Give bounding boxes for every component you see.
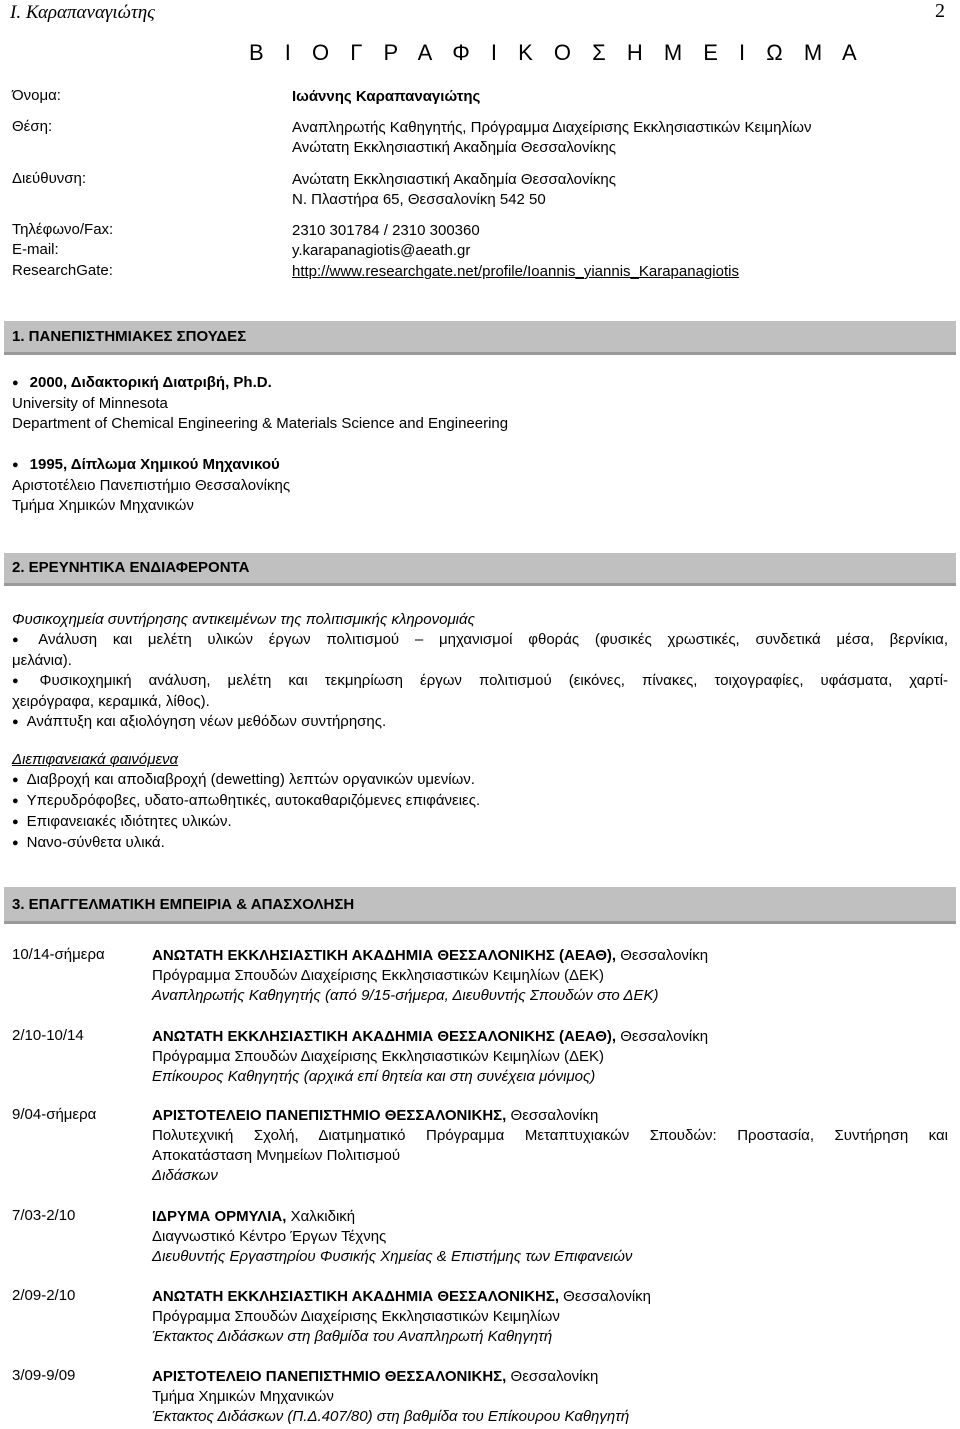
research-topic-heading: Φυσικοχημεία συντήρησης αντικειμένων της πολιτισμικής κληρονομιάς xyxy=(12,611,475,628)
job-role: Διδάσκων xyxy=(152,1167,218,1184)
job-department: Πολυτεχνική Σχολή, Διατμηματικό Πρόγραμμα Μεταπτυχιακών Σπουδών: Προστασία, Συντήρηση και xyxy=(152,1127,948,1144)
research-item: Υπερυδρόφοβες, υδατο-απωθητικές, αυτοκαθαριζόμενες επιφάνειες. xyxy=(26,792,481,809)
section-experience-header xyxy=(4,887,956,924)
section-education-title: 1. ΠΑΝΕΠΙΣΤΗΜΙΑΚΕΣ ΣΠΟΥΔΕΣ xyxy=(12,328,247,345)
bullet-icon: ● xyxy=(12,716,19,728)
address-line1: Ανώτατη Εκκλησιαστική Ακαδημία Θεσσαλονίκης xyxy=(292,171,616,188)
name-value: Ιωάννης Καραπαναγιώτης xyxy=(292,88,481,105)
address-label: Διεύθυνση: xyxy=(12,170,87,187)
education-entry xyxy=(12,455,948,516)
job-date: 2/10-10/14 xyxy=(12,1027,84,1044)
bullet-icon: ● xyxy=(12,774,19,786)
job-city: Θεσσαλονίκη xyxy=(506,1107,599,1124)
job-organization: ΑΝΩΤΑΤΗ ΕΚΚΛΗΣΙΑΣΤΙΚΗ ΑΚΑΔΗΜΙΑ ΘΕΣΣΑΛΟΝΙΚΗΣ (ΑΕΑΘ), xyxy=(152,947,617,964)
research-item-cont: μελάνια). xyxy=(12,652,72,669)
job-role: Επίκουρος Καθηγητής (αρχικά επί θητεία και στη συνέχεια μόνιμος) xyxy=(152,1068,596,1085)
name-label: Όνομα: xyxy=(12,87,61,104)
research-item: Φυσικοχημική ανάλυση, μελέτη και τεκμηρίωση έργων πολιτισμού (εικόνες, πίνακες, τοιχογραφίες, υφάσματα, χαρτί- xyxy=(39,672,948,689)
job-role: Αναπληρωτής Καθηγητής (από 9/15-σήμερα, Διευθυντής Σπουδών στο ΔΕΚ) xyxy=(152,987,659,1004)
job-date: 9/04-σήμερα xyxy=(12,1106,97,1123)
education-heading: 1995, Δίπλωμα Χημικού Μηχανικού xyxy=(29,456,280,473)
research-topic-heading: Διεπιφανειακά φαινόμενα xyxy=(12,751,179,768)
job-entry xyxy=(152,1367,948,1427)
position-line1: Αναπληρωτής Καθηγητής, Πρόγραμμα Διαχείρισης Εκκλησιαστικών Κειμηλίων xyxy=(292,119,812,136)
job-city: Θεσσαλονίκη xyxy=(616,947,709,964)
job-entry xyxy=(152,946,948,1006)
education-line: Τμήμα Χημικών Μηχανικών xyxy=(12,497,194,514)
job-department: Πρόγραμμα Σπουδών Διαχείρισης Εκκλησιαστικών Κειμηλίων (ΔΕΚ) xyxy=(152,967,605,984)
researchgate-label: ResearchGate: xyxy=(12,262,113,279)
research-item: Ανάπτυξη και αξιολόγηση νέων μεθόδων συντήρησης. xyxy=(26,713,387,730)
email-link[interactable]: y.karapanagiotis@aeath.gr xyxy=(292,242,471,259)
bullet-icon: ● xyxy=(12,377,19,389)
bullet-icon: ● xyxy=(12,675,32,687)
bullet-icon: ● xyxy=(12,816,19,828)
bullet-icon: ● xyxy=(12,795,19,807)
education-line: Αριστοτέλειο Πανεπιστήμιο Θεσσαλονίκης xyxy=(12,477,291,494)
researchgate-link[interactable]: http://www.researchgate.net/profile/Ioannis_yiannis_Karapanagiotis xyxy=(292,263,739,280)
job-organization: ΑΡΙΣΤΟΤΕΛΕΙΟ ΠΑΝΕΠΙΣΤΗΜΙΟ ΘΕΣΣΑΛΟΝΙΚΗΣ, xyxy=(152,1368,507,1385)
research-item: Νανο-σύνθετα υλικά. xyxy=(26,834,165,851)
research-item-cont: χειρόγραφα, κεραμικά, λίθος). xyxy=(12,693,210,710)
section-experience-title: 3. ΕΠΑΓΓΕΛΜΑΤΙΚΗ ΕΜΠΕΙΡΙΑ & ΑΠΑΣΧΟΛΗΣΗ xyxy=(12,896,355,913)
address-line2: Ν. Πλαστήρα 65, Θεσσαλονίκη 542 50 xyxy=(292,191,546,208)
job-role: Έκτακτος Διδάσκων (Π.Δ.407/80) στη βαθμίδα του Επίκουρου Καθηγητή xyxy=(152,1408,630,1425)
job-organization: ΙΔΡΥΜΑ ΟΡΜΥΛΙΑ, xyxy=(152,1208,287,1225)
research-topic xyxy=(12,750,948,854)
job-city: Θεσσαλονίκη xyxy=(616,1028,709,1045)
position-line2: Ανώτατη Εκκλησιαστική Ακαδημία Θεσσαλονίκης xyxy=(292,139,616,156)
job-organization: ΑΝΩΤΑΤΗ ΕΚΚΛΗΣΙΑΣΤΙΚΗ ΑΚΑΔΗΜΙΑ ΘΕΣΣΑΛΟΝΙΚΗΣ (ΑΕΑΘ), xyxy=(152,1028,617,1045)
job-entry xyxy=(152,1207,948,1267)
education-line: Department of Chemical Engineering & Materials Science and Engineering xyxy=(12,415,509,432)
bullet-icon: ● xyxy=(12,837,19,849)
section-research-title: 2. ΕΡΕΥΝΗΤΙΚΑ ΕΝΔΙΑΦΕΡΟΝΤΑ xyxy=(12,559,250,576)
job-department: Πρόγραμμα Σπουδών Διαχείρισης Εκκλησιαστικών Κειμηλίων (ΔΕΚ) xyxy=(152,1048,605,1065)
education-line: University of Minnesota xyxy=(12,395,168,412)
header-author: Ι. Καραπαναγιώτης xyxy=(10,2,155,23)
job-entry xyxy=(152,1027,948,1087)
page-title: Β Ι Ο Γ Ρ Α Φ Ι Κ Ο Σ Η Μ Ε Ι Ω Μ Α xyxy=(249,40,865,65)
job-date: 2/09-2/10 xyxy=(12,1287,76,1304)
job-role: Έκτακτος Διδάσκων στη βαθμίδα του Αναπληρωτή Καθηγητή xyxy=(152,1328,553,1345)
job-city: Θεσσαλονίκη xyxy=(506,1368,599,1385)
education-heading: 2000, Διδακτορική Διατριβή, Ph.D. xyxy=(29,374,272,391)
job-organization: ΑΡΙΣΤΟΤΕΛΕΙΟ ΠΑΝΕΠΙΣΤΗΜΙΟ ΘΕΣΣΑΛΟΝΙΚΗΣ, xyxy=(152,1107,507,1124)
job-date: 10/14-σήμερα xyxy=(12,946,105,963)
job-department: Διαγνωστικό Κέντρο Έργων Τέχνης xyxy=(152,1228,387,1245)
job-role: Διευθυντής Εργαστηρίου Φυσικής Χημείας & Επιστήμης των Επιφανειών xyxy=(152,1248,633,1265)
section-research-header xyxy=(4,553,956,586)
section-education-header xyxy=(4,321,956,355)
job-date: 7/03-2/10 xyxy=(12,1207,76,1224)
research-item: Επιφανειακές ιδιότητες υλικών. xyxy=(26,813,232,830)
job-city: Χαλκιδική xyxy=(286,1208,356,1225)
job-entry xyxy=(152,1287,948,1347)
phone-label: Τηλέφωνο/Fax: xyxy=(12,221,114,238)
bullet-icon: ● xyxy=(12,459,19,471)
job-organization: ΑΝΩΤΑΤΗ ΕΚΚΛΗΣΙΑΣΤΙΚΗ ΑΚΑΔΗΜΙΑ ΘΕΣΣΑΛΟΝΙΚΗΣ, xyxy=(152,1288,559,1305)
bullet-icon: ● xyxy=(12,634,31,646)
job-entry xyxy=(152,1106,948,1186)
research-topic xyxy=(12,610,948,733)
page-number: 2 xyxy=(935,0,945,22)
research-item: Ανάλυση και μελέτη υλικών έργων πολιτισμού – μηχανισμοί φθοράς (φυσικές χρωστικές, συνδετικά μέσα, βερνίκια, xyxy=(38,631,948,648)
phone-value: 2310 301784 / 2310 300360 xyxy=(292,222,480,239)
job-city: Θεσσαλονίκη xyxy=(559,1288,651,1305)
education-entry xyxy=(12,373,948,434)
research-item: Διαβροχή και αποδιαβροχή (dewetting) λεπτών οργανικών υμενίων. xyxy=(26,771,475,788)
position-label: Θέση: xyxy=(12,118,53,135)
job-department: Πρόγραμμα Σπουδών Διαχείρισης Εκκλησιαστικών Κειμηλίων xyxy=(152,1308,560,1325)
job-department-cont: Αποκατάσταση Μνημείων Πολιτισμού xyxy=(152,1147,401,1164)
email-label: E-mail: xyxy=(12,241,59,258)
job-date: 3/09-9/09 xyxy=(12,1367,76,1384)
job-department: Τμήμα Χημικών Μηχανικών xyxy=(152,1388,334,1405)
